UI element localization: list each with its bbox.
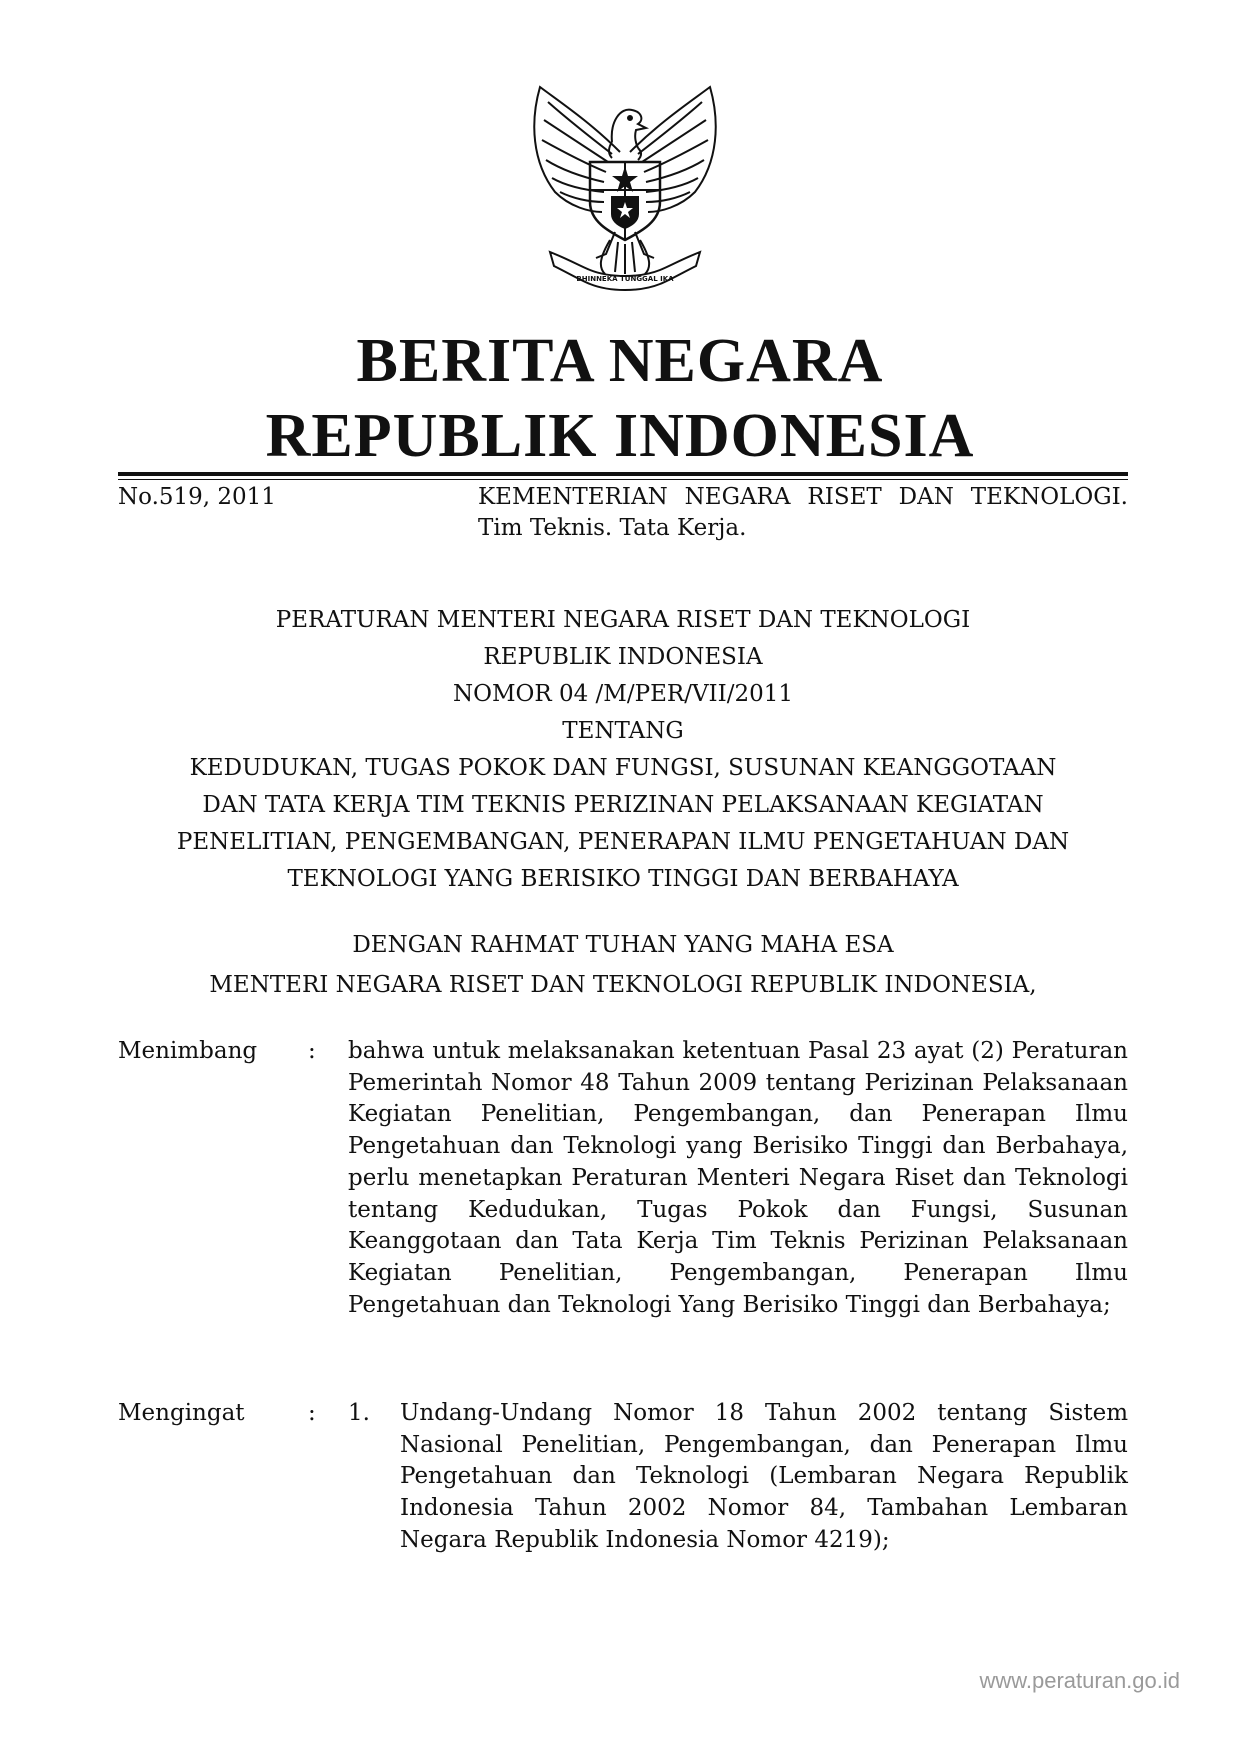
- section-colon: :: [308, 1400, 316, 1426]
- masthead-title-line1: BERITA NEGARA: [356, 327, 884, 395]
- emblem-motto: BHINNEKA TUNGGAL IKA: [576, 275, 674, 283]
- section-label: Menimbang: [118, 1038, 258, 1064]
- list-item-number: 1.: [348, 1400, 370, 1426]
- regulation-subject-line: PENELITIAN, PENGEMBANGAN, PENERAPAN ILMU PENGETAHUAN DAN: [176, 829, 1070, 855]
- regulation-subject-line: KEDUDUKAN, TUGAS POKOK DAN FUNGSI, SUSUNAN KEANGGOTAAN: [189, 755, 1057, 781]
- section-text: bahwa untuk melaksanakan ketentuan Pasal 23 ayat (2) Peraturan Pemerintah Nomor 48 Tahun 2009 tentang Perizinan Pelaksanaan Kegiatan Penelitian, Pengembangan, dan Penerapan Ilmu Pengetahuan dan Teknologi yang Berisiko Tinggi dan Berbahaya, perlu menetapkan Peraturan Menteri Negara Riset dan Teknologi tentang Kedudukan, Tugas Pokok dan Fungsi, Susunan Keanggotaan dan Tata Kerja Tim Teknis Perizinan Pelaksanaan Kegiatan Penelitian, Pengembangan, Penerapan Ilmu Pengetahuan dan Teknologi Yang Berisiko Tinggi dan Berbahaya;: [348, 1038, 1128, 1318]
- section-label: Mengingat: [118, 1400, 245, 1426]
- regulation-number: NOMOR 04 /M/PER/VII/2011: [452, 681, 794, 707]
- gazette-ministry: KEMENTERIAN NEGARA RISET DAN TEKNOLOGI. Tim Teknis. Tata Kerja.: [478, 484, 1128, 541]
- preamble-line: DENGAN RAHMAT TUHAN YANG MAHA ESA: [352, 932, 894, 958]
- gazette-number: No.519, 2011: [118, 484, 276, 510]
- regulation-title: [118, 602, 1128, 898]
- regulation-subject-line: DAN TATA KERJA TIM TEKNIS PERIZINAN PELAKSANAAN KEGIATAN: [202, 792, 1044, 818]
- regulation-subject-line: TEKNOLOGI YANG BERISIKO TINGGI DAN BERBAHAYA: [287, 866, 959, 892]
- masthead-title-line2: REPUBLIK INDONESIA: [265, 402, 975, 470]
- header-divider: [118, 472, 1128, 476]
- regulation-line: PERATURAN MENTERI NEGARA RISET DAN TEKNOLOGI: [275, 607, 971, 633]
- section-colon: :: [308, 1038, 316, 1064]
- regulation-line: REPUBLIK INDONESIA: [483, 644, 763, 670]
- header-divider-thin: [118, 479, 1128, 480]
- source-watermark: www.peraturan.go.id: [979, 1668, 1180, 1693]
- list-item-text: Undang-Undang Nomor 18 Tahun 2002 tentang Sistem Nasional Penelitian, Pengembangan, dan Penerapan Ilmu Pengetahuan dan Teknologi (Lembaran Negara Republik Indonesia Tahun 2002 Nomor 84, Tambahan Lembaran Negara Republik Indonesia Nomor 4219);: [400, 1400, 1128, 1553]
- regulation-line: TENTANG: [562, 718, 684, 744]
- preamble: [118, 925, 1128, 1005]
- garuda-emblem: [520, 82, 730, 300]
- preamble-line: MENTERI NEGARA RISET DAN TEKNOLOGI REPUBLIK INDONESIA,: [209, 972, 1037, 998]
